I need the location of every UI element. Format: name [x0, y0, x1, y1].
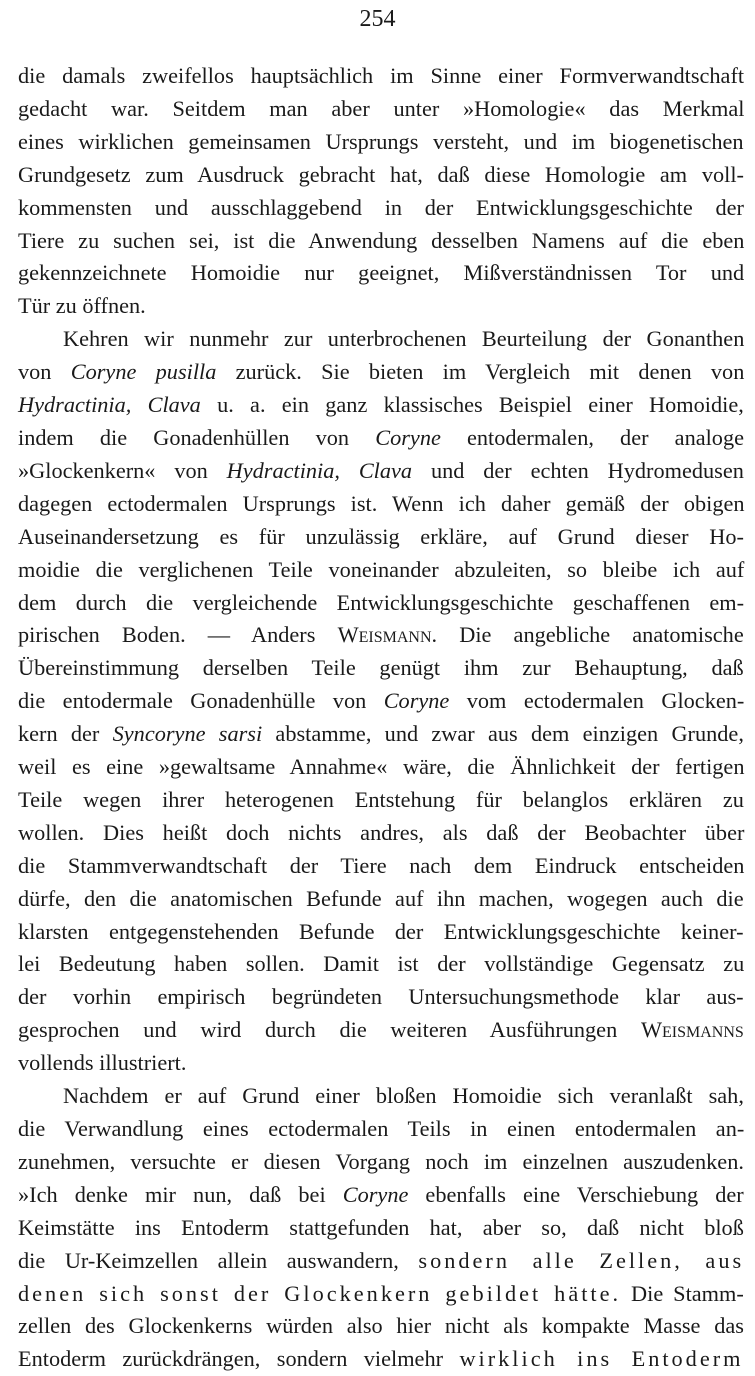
text-line: Kehren wir nunmehr zur unterbrochenen Beurteilung der Gonanthen [63, 326, 745, 352]
text-line: Entoderm zurückdrängen, sondern vielmehr wirklich ins Entoderm [18, 1346, 744, 1372]
text-line: weil es eine »gewaltsame Annahme« wäre, die Ähnlichkeit der fertigen [18, 754, 745, 780]
text-line: Teile wegen ihrer heterogenen Entstehung für belanglos erklären zu [18, 786, 744, 812]
text-line: die Ur-Keimzellen allein auswandern, sondern alle Zellen, aus [18, 1247, 745, 1273]
body-text [18, 60, 744, 1376]
text-line: die Verwandlung eines ectodermalen Teils in einen entodermalen an- [18, 1116, 745, 1141]
text-line: eines wirklichen gemeinsamen Ursprungs versteht, und im biogenetischen [18, 128, 744, 154]
text-line: indem die Gonadenhüllen von Coryne entodermalen, der analoge [18, 424, 745, 450]
text-line: gesprochen und wird durch die weiteren Ausführungen Weismanns [18, 1017, 744, 1043]
text-line: dagegen ectodermalen Ursprungs ist. Wenn ich daher gemäß der obigen [18, 490, 745, 516]
text-line: klarsten entgegenstehenden Befunde der Entwicklungsgeschichte keiner- [18, 918, 744, 944]
text-line: dem durch die vergleichende Entwicklungsgeschichte geschaffenen em- [18, 589, 745, 615]
text-line: Nachdem er auf Grund einer bloßen Homoidie sich veranlaßt sah, [63, 1083, 744, 1109]
text-line: Hydractinia, Clava u. a. ein ganz klassisches Beispiel einer Homoidie, [18, 392, 744, 418]
text-line: moidie die verglichenen Teile voneinander abzuleiten, so bleibe ich auf [18, 556, 745, 582]
text-line: Grundgesetz zum Ausdruck gebracht hat, daß diese Homologie am voll- [18, 161, 744, 187]
text-line: die entodermale Gonadenhülle von Coryne vom ectodermalen Glocken- [18, 688, 745, 714]
text-line: wollen. Dies heißt doch nichts andres, als daß der Beobachter über [18, 819, 745, 845]
text-line: kommensten und ausschlaggebend in der Entwicklungsgeschichte der [18, 194, 744, 220]
text-line: Tiere zu suchen sei, ist die Anwendung desselben Namens auf die eben [18, 227, 745, 253]
text-line: Keimstätte ins Entoderm stattgefunden hat, aber so, daß nicht bloß [18, 1214, 744, 1240]
text-line: »Glockenkern« von Hydractinia, Clava und der echten Hydromedusen [18, 457, 744, 483]
text-line: gekennzeichnete Homoidie nur geeignet, Mißverständnissen Tor und [18, 260, 745, 286]
text-line: der vorhin empirisch begründeten Untersuchungsmethode klar aus- [18, 984, 744, 1010]
text-line: von Coryne pusilla zurück. Sie bieten im Vergleich mit denen von [18, 359, 745, 385]
text-line: zellen des Glockenkerns würden also hier nicht als kompakte Masse das [18, 1313, 744, 1339]
text-line: »Ich denke mir nun, daß bei Coryne ebenfalls eine Verschiebung der [18, 1181, 744, 1207]
text-line: Tür zu öffnen. [18, 293, 146, 319]
text-line: pirischen Boden. — Anders Weismann. Die angebliche anatomische [18, 622, 744, 648]
page-number: 254 [359, 6, 396, 32]
text-line: gedacht war. Seitdem man aber unter »Homologie« das Merkmal [18, 95, 745, 121]
text-line: vollends illustriert. [18, 1050, 187, 1076]
text-line: kern der Syncoryne sarsi abstamme, und zwar aus dem einzigen Grunde, [18, 721, 744, 747]
text-line: die Stammverwandtschaft der Tiere nach dem Eindruck entscheiden [18, 852, 745, 878]
text-line: die damals zweifellos hauptsächlich im Sinne einer Formverwandtschaft [18, 63, 745, 88]
text-line: lei Bedeutung haben sollen. Damit ist der vollständige Gegensatz zu [18, 951, 745, 977]
text-line: denen sich sonst der Glockenkern gebildet hätte. Die Stamm- [18, 1280, 744, 1306]
text-line: zunehmen, versuchte er diesen Vorgang noch im einzelnen auszudenken. [18, 1148, 744, 1174]
text-line: Übereinstimmung derselben Teile genügt ihm zur Behauptung, daß [18, 655, 744, 681]
text-line: Auseinandersetzung es für unzulässig erkläre, auf Grund dieser Ho- [18, 523, 744, 549]
text-line: dürfe, den die anatomischen Befunde auf ihn machen, wogegen auch die [18, 885, 744, 911]
